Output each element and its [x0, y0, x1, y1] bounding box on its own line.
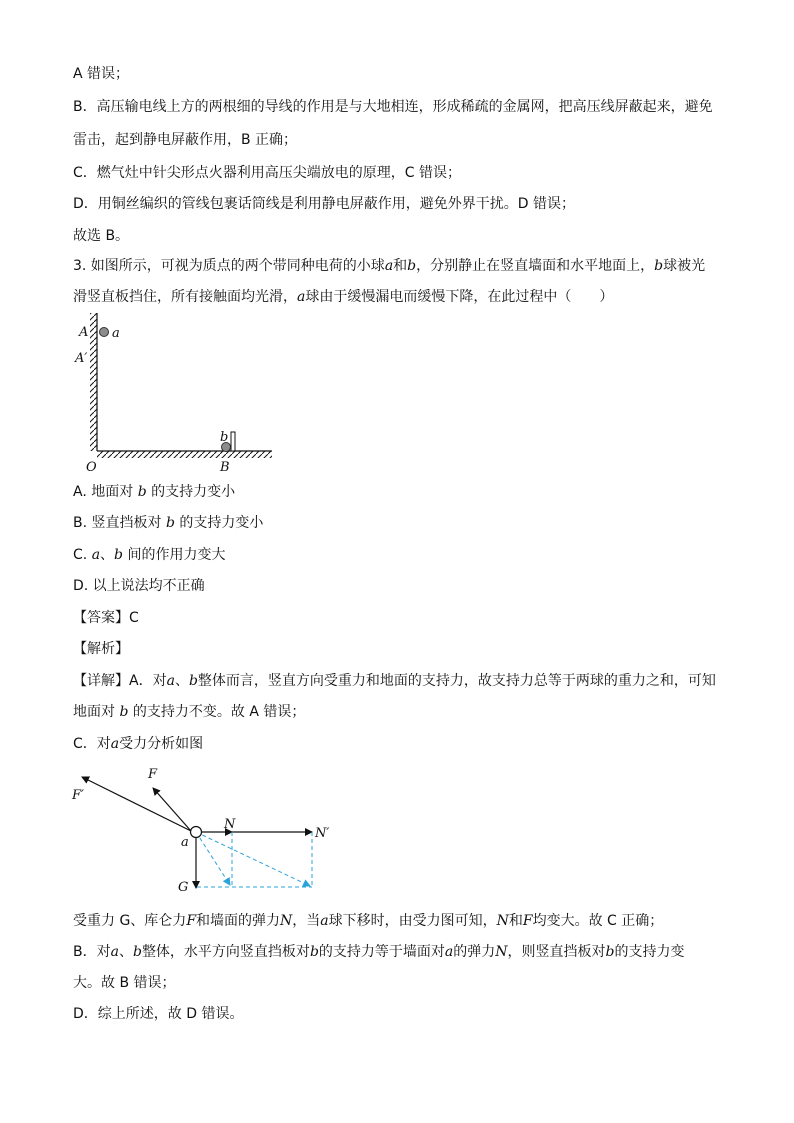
symbol-F: F — [186, 913, 197, 929]
line-text: 球由于缓慢漏电而缓慢下降，在此过程中（ ） — [305, 289, 614, 305]
line-text: 、 — [118, 944, 133, 960]
result-line — [73, 911, 663, 931]
line-text: 均变大。故 C 正确； — [532, 913, 664, 929]
question-3-stem — [73, 256, 705, 276]
symbol-a: a — [110, 736, 120, 752]
line-text: C．对 — [73, 736, 111, 752]
line-text: 球被光 — [663, 258, 706, 274]
line-text: 球下移时，由受力图可知， — [328, 913, 497, 929]
label-A: A — [79, 325, 89, 340]
symbol-a: a — [110, 944, 119, 960]
label-b: b — [220, 430, 229, 445]
figure-force-diagram — [60, 760, 350, 900]
line-text: 的弹力 — [453, 944, 496, 960]
ball-a-diagram — [191, 827, 202, 838]
symbol-N: N — [496, 913, 509, 929]
symbol-b: b — [137, 484, 147, 500]
line-text: 间的作用力变大 — [127, 547, 226, 563]
line-text: D. 以上说法均不正确 — [73, 578, 205, 594]
line-text: 滑竖直板挡住，所有接触面均光滑， — [73, 289, 297, 305]
symbol-a: a — [91, 547, 101, 563]
text-line — [73, 226, 129, 246]
ball-a — [100, 328, 109, 337]
symbol-a: a — [320, 913, 329, 929]
option-c — [73, 545, 225, 565]
symbol-b: b — [605, 944, 615, 960]
symbol-b: b — [132, 944, 142, 960]
symbol-b: b — [654, 258, 664, 274]
line-text: 【答案】C — [73, 610, 139, 626]
text-line — [73, 194, 575, 214]
symbol-b: b — [309, 944, 319, 960]
line-text: 和墙面的弹力 — [196, 913, 281, 929]
symbol-F: F — [522, 913, 533, 929]
option-b — [73, 513, 263, 533]
result-line — [73, 942, 684, 962]
wall-hatch — [90, 313, 97, 451]
line-text: 整体，水平方向竖直挡板对 — [141, 944, 310, 960]
line-text: 和 — [508, 913, 523, 929]
line-text: C．燃气灶中针尖形点火器利用高压尖端放电的原理，C 错误； — [73, 165, 461, 181]
line-text: B．高压输电线上方的两根细的导线的作用是与大地相连，形成稀疏的金属网，把高压线屏蔽起来，避免 — [73, 99, 713, 115]
label-F: F — [148, 767, 158, 782]
line-text: 、 — [100, 547, 115, 563]
question-3-stem-cont — [73, 287, 613, 307]
symbol-N: N — [280, 913, 293, 929]
text-line — [73, 163, 461, 183]
line-text: C. — [73, 547, 88, 563]
line-text: 【解析】 — [73, 641, 129, 657]
symbol-a: a — [444, 944, 454, 960]
line-text: ，当 — [292, 913, 321, 929]
line-text: ，则竖直挡板对 — [507, 944, 606, 960]
line-text: B．对 — [73, 944, 111, 960]
answer-line — [73, 608, 139, 628]
label-B: B — [220, 460, 230, 475]
label-A-prime: A′ — [75, 351, 88, 366]
line-text: B. 竖直挡板对 — [73, 515, 162, 531]
line-text: 的支持力变小 — [179, 515, 264, 531]
symbol-b: b — [407, 258, 417, 274]
result-line — [73, 973, 176, 993]
line-text: A 错误； — [73, 66, 130, 82]
line-text: ，分别静止在竖直墙面和水平地面上， — [416, 258, 655, 274]
line-text: 地面对 — [73, 704, 115, 720]
line-text: 整体而言，竖直方向受重力和地面的支持力，故支持力总等于两球的重力之和，可知 — [197, 673, 716, 689]
line-text: 【详解】A．对 — [73, 673, 167, 689]
symbol-b: b — [188, 673, 198, 689]
force-F-arrow — [153, 788, 191, 831]
detail-line — [73, 671, 716, 691]
line-text: 的支持力变小 — [151, 484, 236, 500]
text-line — [73, 130, 297, 150]
line-text: D．用铜丝编织的管线包裹话筒线是利用静电屏蔽作用，避免外界干扰。D 错误； — [73, 196, 576, 212]
line-text: D．综上所述，故 D 错误。 — [73, 1006, 244, 1022]
option-d — [73, 576, 205, 596]
label-a: a — [112, 326, 120, 341]
line-text: 大。故 B 错误； — [73, 975, 176, 991]
line-text: 的支持力变 — [614, 944, 685, 960]
line-text: 、 — [174, 673, 189, 689]
result-line — [73, 1004, 243, 1024]
analysis-heading — [73, 639, 129, 659]
label-G: G — [178, 880, 189, 895]
symbol-b: b — [114, 547, 124, 563]
vertical-plate — [231, 432, 235, 451]
label-O: O — [86, 460, 97, 475]
line-text: 受力分析如图 — [119, 736, 204, 752]
symbol-b: b — [119, 704, 129, 720]
line-text: 3. 如图所示，可视为质点的两个带同种电荷的小球 — [73, 258, 385, 274]
line-text: 受重力 G、库仑力 — [73, 913, 187, 929]
line-text: 的支持力不变。故 A 错误； — [132, 704, 306, 720]
line-text: 和 — [393, 258, 408, 274]
text-line — [73, 97, 713, 117]
line-text: A. 地面对 — [73, 484, 134, 500]
line-text: 雷击，起到静电屏蔽作用，B 正确； — [73, 132, 298, 148]
option-a — [73, 482, 235, 502]
symbol-b: b — [165, 515, 175, 531]
symbol-a: a — [297, 289, 306, 305]
symbol-a: a — [166, 673, 175, 689]
dashed-resultant-1 — [196, 832, 230, 885]
text-line — [73, 64, 129, 84]
symbol-N: N — [495, 944, 508, 960]
symbol-a: a — [384, 258, 394, 274]
line-text: 的支持力等于墙面对 — [318, 944, 445, 960]
label-F-prime: F′ — [72, 788, 84, 803]
figure-wall-floor — [70, 310, 280, 480]
label-N-prime: N′ — [315, 826, 330, 841]
label-a-diagram: a — [181, 835, 189, 850]
force-F-prime-arrow — [82, 777, 191, 831]
detail-line — [73, 702, 305, 722]
label-N: N — [224, 817, 236, 832]
detail-line — [73, 734, 203, 754]
line-text: 故选 B。 — [73, 228, 130, 244]
floor-hatch — [97, 451, 272, 458]
